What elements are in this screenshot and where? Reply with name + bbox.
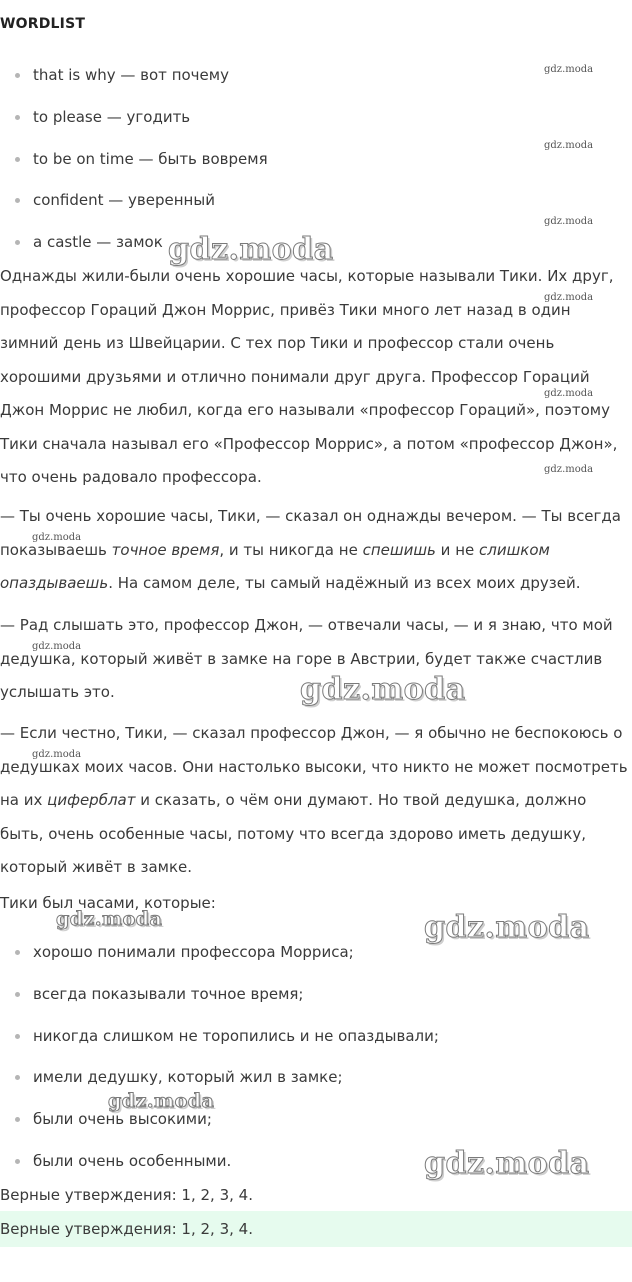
statements-list	[0, 943, 439, 1194]
watermark-logo: gdz.moda	[108, 1090, 215, 1112]
statement-item: никогда слишком не торопились и не опаздывали;	[0, 1027, 439, 1069]
wordlist-item: to please — угодить	[0, 108, 268, 150]
watermark-logo: gdz.moda	[32, 641, 82, 652]
dialog-text: — Ты очень хорошие часы, Тики, — сказал он однажды вечером. — Ты всегда показываешь	[0, 507, 621, 559]
answer-text: Верные утверждения: 1, 2, 3, 4.	[0, 1186, 253, 1204]
statements-intro: Тики был часами, которые:	[0, 894, 216, 912]
answer-highlight: Верные утверждения: 1, 2, 3, 4.	[0, 1211, 632, 1247]
wordlist-item: to be on time — быть вовремя	[0, 150, 268, 192]
statement-item: были очень высокими;	[0, 1110, 439, 1152]
story-dialog-1	[0, 500, 632, 601]
dialog-emphasis: спешишь	[362, 540, 436, 559]
watermark-logo: gdz.moda	[32, 749, 82, 760]
wordlist-item: a castle — замок	[0, 233, 268, 275]
watermark-logo: gdz.moda	[424, 910, 590, 945]
dialog-emphasis: точное время	[111, 540, 220, 559]
watermark-logo: gdz.moda	[544, 292, 594, 303]
watermark-logo: gdz.moda	[544, 64, 594, 75]
statement-item: хорошо понимали профессора Морриса;	[0, 943, 439, 985]
watermark-logo: gdz.moda	[544, 388, 594, 399]
watermark-logo: gdz.moda	[168, 232, 334, 267]
watermark-logo: gdz.moda	[544, 464, 594, 475]
dialog-text: и не	[435, 540, 479, 559]
statement-item: имели дедушку, который жил в замке;	[0, 1068, 439, 1110]
watermark-logo: gdz.moda	[544, 216, 594, 227]
dialog-text: , и ты никогда не	[219, 540, 363, 559]
dialog-text: и сказать, о чём они думают. Но твой дедушка, должно быть, очень особенные часы, потому что всегда здорово иметь дедушку, который живёт в замке.	[0, 791, 587, 876]
statement-item: всегда показывали точное время;	[0, 985, 439, 1027]
wordlist-heading: WORDLIST	[0, 16, 86, 32]
wordlist-item: confident — уверенный	[0, 191, 268, 233]
watermark-logo: gdz.moda	[424, 1146, 590, 1181]
story-paragraph-intro: Однажды жили-были очень хорошие часы, которые называли Тики. Их друг, профессор Гораций Джон Моррис, привёз Тики много лет назад в один зимний день из Швейцарии. С тех пор Тики и профессор стали очень хорошими друзьями и отлично понимали друг друга. Профессор Гораций Джон Моррис не любил, когда его называли «профессор Гораций», поэтому Тики сначала называл его «Профессор Моррис», а потом «профессор Джон», что очень радовало профессора.	[0, 267, 618, 486]
dialog-emphasis: циферблат	[47, 791, 136, 809]
watermark-logo: gdz.moda	[300, 672, 466, 707]
watermark-logo: gdz.moda	[56, 908, 163, 930]
statement-item: были очень особенными.	[0, 1152, 439, 1194]
dialog-text: . На самом деле, ты самый надёжный из всех моих друзей.	[108, 574, 581, 592]
dialog-text: — Если честно, Тики, — сказал профессор Джон, — я обычно не беспокоюсь о дедушках моих часов. Они настолько высоки, что никто не может посмотреть на их	[0, 724, 628, 809]
story-dialog-2: — Рад слышать это, профессор Джон, — отвечали часы, — и я знаю, что мой дедушка, который живёт в замке на горе в Австрии, будет также счастлив услышать это.	[0, 616, 613, 701]
dialog-emphasis: слишком опаздываешь	[0, 540, 550, 592]
wordlist-item: that is why — вот почему	[0, 66, 268, 108]
watermark-logo: gdz.moda	[544, 140, 594, 151]
story-dialog-3	[0, 717, 632, 885]
watermark-logo: gdz.moda	[32, 532, 82, 543]
